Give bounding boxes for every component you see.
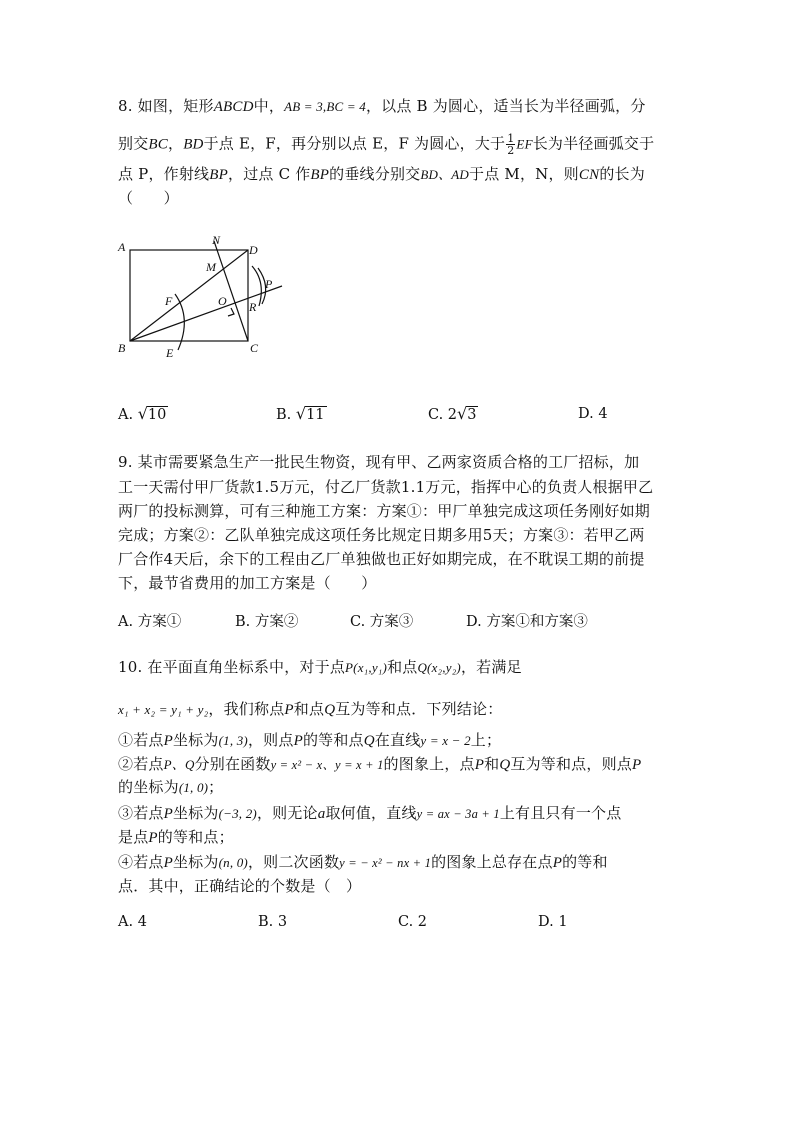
q10-text: 的等和点；	[157, 828, 234, 846]
q10-text: ，则无论	[256, 804, 318, 822]
q8-text: 的垂线分别交	[329, 165, 421, 183]
q10-statement-1	[118, 730, 501, 751]
q10-text: 互为等和点．下列结论：	[335, 700, 503, 718]
point-p: P	[293, 733, 303, 749]
label-m: M	[206, 260, 216, 274]
label-b: B	[118, 341, 126, 355]
q10-statement-3	[118, 803, 621, 824]
point-p: P	[148, 830, 158, 846]
q9-line-4: 完成；方案②：乙队单独完成这项任务比规定日期多用5天；方案③：若甲乙两	[118, 526, 645, 544]
q8-seg-ef: EF	[516, 136, 533, 152]
q9-line-5: 厂合作4天后，余下的工程由乙厂单独做也正好如期完成，在不耽误工期的前提	[118, 550, 645, 568]
q8-text: 别交	[118, 134, 149, 153]
q10-text: 的图象上总存在点	[431, 853, 553, 871]
ray-bp	[130, 286, 282, 341]
q8-text: 于点 M，N，则	[469, 165, 579, 183]
q8-option-c	[428, 404, 478, 423]
q10-text: 的图象上，点	[383, 755, 475, 773]
point-p: P	[284, 702, 294, 718]
q10-statement-2	[118, 754, 641, 775]
label-c: C	[250, 341, 259, 355]
equal-sum-condition: x₁ + x₂ = y₁ + y₂	[118, 702, 209, 717]
point-p: P	[163, 733, 173, 749]
q8-text: 中，	[253, 97, 285, 115]
q10-text: 是点	[118, 828, 149, 846]
line-equation: y = x − 2	[420, 733, 471, 748]
q8-answer-paren: （ ）	[118, 189, 179, 207]
q10-text: 上有且只有一个点	[499, 804, 622, 822]
point-p: P	[631, 757, 642, 773]
q10-text: 10. 在平面直角坐标系中，对于点	[118, 658, 346, 676]
q10-option-a: A. 4	[118, 914, 147, 930]
sqrt-sign: √	[457, 404, 468, 423]
line-cn	[214, 241, 248, 341]
right-angle-mark	[228, 308, 234, 316]
q10-text: ③若点	[118, 804, 164, 822]
label-r: R	[249, 300, 257, 314]
point-p: P	[552, 855, 563, 871]
option-letter: B.	[276, 407, 292, 423]
q8-option-d	[578, 406, 608, 422]
q8-line-2	[118, 133, 654, 156]
function-equations: y = x² − x、y = x + 1	[270, 758, 384, 772]
q10-text: 取何值，直线	[325, 804, 417, 822]
point-p: P	[474, 757, 485, 773]
point-p: P	[163, 806, 173, 822]
q8-rect-name: ABCD	[213, 99, 254, 115]
q10-text: ，则二次函数	[247, 853, 340, 871]
points-p-q: P、Q	[163, 757, 195, 772]
label-d: D	[249, 243, 258, 257]
q10-statement-2-cont	[118, 777, 223, 798]
q9-option-a: A. 方案①	[118, 614, 182, 630]
q8-ray-bp: BP	[209, 167, 228, 183]
variable-a: a	[317, 806, 326, 822]
q10-text: 上；	[470, 731, 502, 749]
point-q: Q(x₂,y₂)	[417, 660, 461, 675]
sqrt-sign: √	[295, 404, 307, 423]
q10-text: ，若满足	[460, 658, 522, 676]
q8-line-3	[118, 164, 645, 185]
q9-option-d: D. 方案①和方案③	[466, 614, 588, 630]
q8-fraction-half	[506, 133, 515, 156]
q10-text: 互为等和点，则点	[510, 755, 632, 773]
q8-text: 的长为	[599, 165, 645, 183]
frac-denominator: 2	[507, 144, 515, 157]
q8-seg-bd-ad: BD、AD	[420, 167, 470, 182]
q8-seg-cn: CN	[578, 167, 600, 183]
q9-line-2: 工一天需付甲厂货款1.5万元，付乙厂货款1.1万元，指挥中心的负责人根据甲乙	[118, 478, 654, 496]
option-letter: D.	[578, 406, 594, 422]
q10-option-c: C. 2	[398, 914, 428, 930]
label-p: P	[265, 277, 273, 291]
q10-text: 的等和点	[302, 731, 364, 749]
coordinate: (1, 0)	[178, 780, 209, 795]
q8-text: 点 P，作射线	[118, 165, 210, 183]
q10-text: 坐标为	[172, 804, 219, 822]
q9-option-b: B. 方案②	[235, 614, 299, 630]
quadratic-function: y = − x² − nx + 1	[339, 856, 432, 870]
point-p: P(x₁,y₁)	[345, 660, 388, 675]
radicand: 10	[147, 407, 167, 423]
q10-text: 和	[484, 755, 500, 773]
q8-line-1	[118, 96, 646, 117]
point-q: Q	[324, 702, 336, 718]
q8-text: ，	[167, 134, 184, 153]
label-f: F	[165, 294, 173, 308]
q8-geometry-figure	[110, 230, 290, 360]
q10-text: ①若点	[118, 731, 164, 749]
q8-text: ，过点 C 作	[228, 165, 311, 183]
q8-text: 8. 如图，矩形	[118, 97, 214, 115]
q10-statement-4-cont: 点．其中，正确结论的个数是（ ）	[118, 877, 362, 895]
radicand: 3	[467, 407, 477, 423]
option-letter: C.	[428, 407, 444, 423]
line-equation: y = ax − 3a + 1	[416, 807, 500, 821]
label-a: A	[118, 240, 126, 254]
q10-statement-4	[118, 852, 608, 873]
q10-statement-3-cont	[118, 827, 234, 848]
q10-text: 和点	[387, 658, 418, 676]
q10-option-d: D. 1	[538, 914, 568, 930]
point-q: Q	[363, 733, 375, 749]
coefficient: 2	[447, 407, 458, 423]
point-q: Q	[499, 757, 511, 773]
q8-seg-bc: BC	[148, 136, 168, 153]
coordinate: (n, 0)	[218, 855, 248, 870]
frac-numerator: 1	[507, 132, 515, 145]
option-value: 4	[598, 406, 608, 422]
q9-line-6: 下，最节省费用的加工方案是（ ）	[118, 574, 377, 592]
q8-text: 长为半径画弧交于	[532, 134, 655, 153]
q10-option-b: B. 3	[258, 914, 288, 930]
q10-text: 坐标为	[172, 853, 219, 871]
q10-line-1	[118, 657, 522, 678]
q8-seg-bd: BD	[183, 136, 204, 153]
q8-option-b	[276, 404, 327, 423]
label-e: E	[166, 346, 174, 360]
q10-line-2	[118, 699, 502, 720]
q10-text: ，则点	[247, 731, 294, 749]
q10-text: ②若点	[118, 755, 164, 773]
q9-option-c: C. 方案③	[350, 614, 414, 630]
option-letter: A.	[118, 407, 134, 423]
q8-ray-bp: BP	[310, 167, 330, 183]
q8-option-a	[118, 404, 168, 423]
q10-text: 的等和	[562, 853, 608, 871]
q9-line-3: 两厂的投标测算，可有三种施工方案：方案①：甲厂单独完成这项任务刚好如期	[118, 502, 651, 520]
q10-text: 和点	[293, 700, 325, 718]
q8-text: ，以点 B 为圆心，适当长为半径画弧，分	[365, 97, 646, 115]
q8-given-lengths: AB = 3,BC = 4	[284, 99, 366, 114]
q10-text: ④若点	[118, 853, 164, 871]
q10-text: ；	[208, 778, 224, 796]
diagonal-bd	[130, 250, 248, 341]
coordinate: (−3, 2)	[218, 806, 257, 821]
q10-text: 坐标为	[172, 731, 219, 749]
label-o: O	[218, 294, 227, 308]
q10-text: ，我们称点	[208, 700, 285, 718]
q10-text: 分别在函数	[194, 755, 271, 773]
q8-text: 于点 E，F，再分别以点 E，F 为圆心，大于	[203, 134, 506, 153]
q10-text: 的坐标为	[118, 778, 179, 796]
q9-line-1: 9. 某市需要紧急生产一批民生物资，现有甲、乙两家资质合格的工厂招标，加	[118, 453, 640, 471]
q10-text: 在直线	[374, 731, 421, 749]
point-p: P	[163, 855, 173, 871]
radicand: 11	[306, 407, 325, 423]
label-n: N	[212, 233, 221, 247]
coordinate: (1, 3)	[218, 733, 248, 748]
sqrt-sign: √	[137, 404, 148, 423]
